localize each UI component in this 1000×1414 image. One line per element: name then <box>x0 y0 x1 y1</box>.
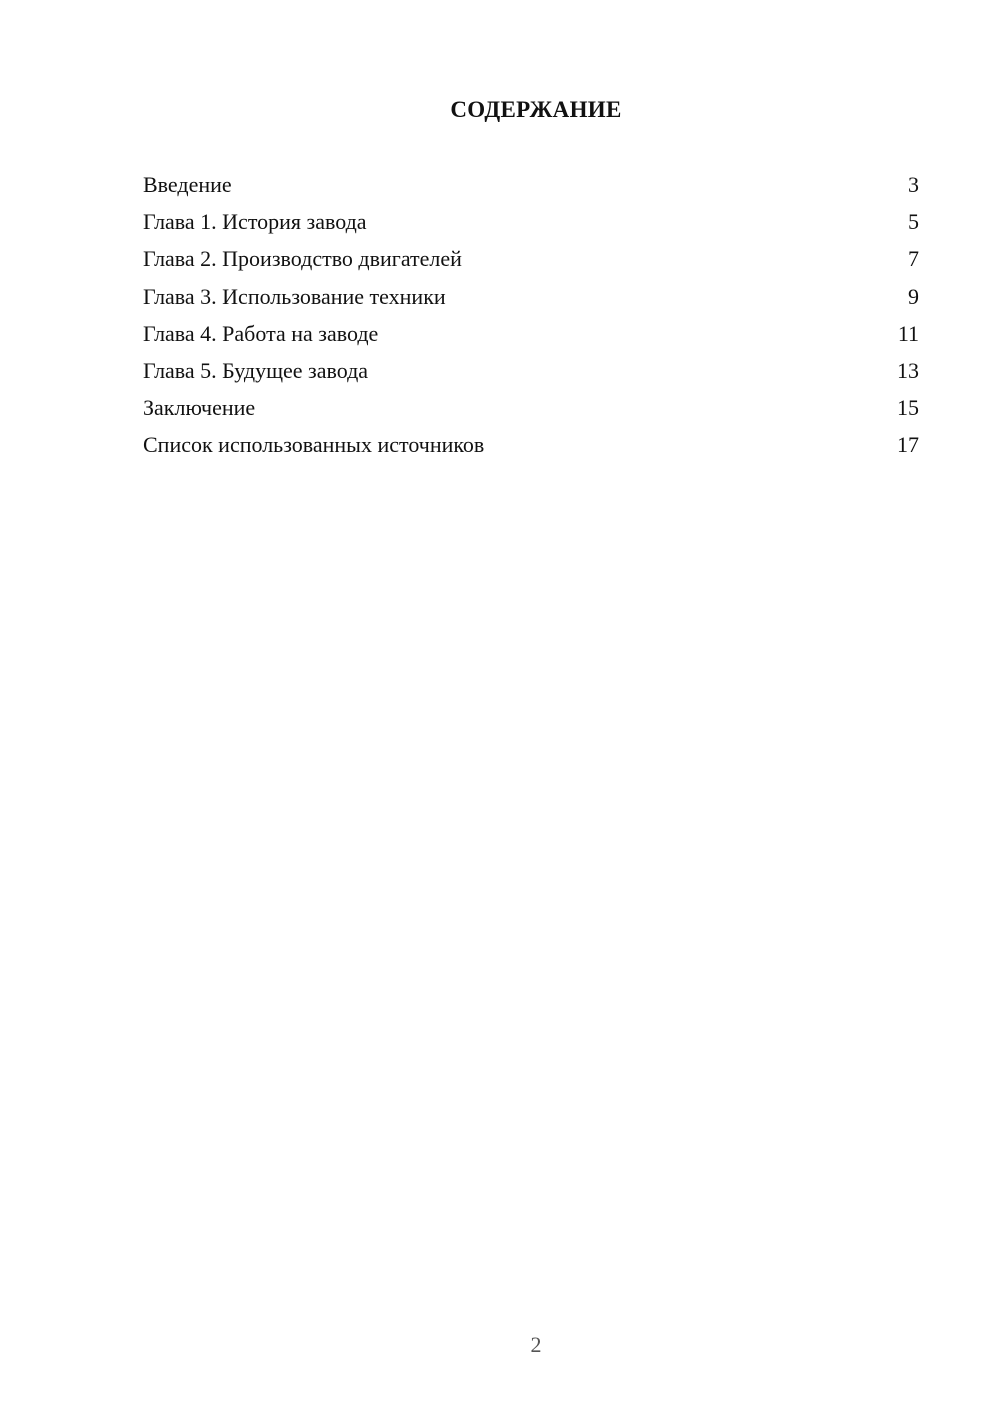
toc-entry-page: 7 <box>908 246 919 272</box>
toc-entry-page: 17 <box>897 432 919 458</box>
toc-entry-introduction <box>143 166 919 203</box>
toc-entry-page: 15 <box>897 395 919 421</box>
toc-entry-chapter-4 <box>143 315 919 352</box>
toc-entry-chapter-5 <box>143 352 919 389</box>
toc-entry-label: Глава 2. Производство двигателей <box>143 246 462 272</box>
page-title: СОДЕРЖАНИЕ <box>450 97 622 122</box>
toc-entry-page: 9 <box>908 283 919 309</box>
toc-entry-page: 3 <box>908 172 919 197</box>
toc-entry-chapter-2 <box>143 240 919 277</box>
toc-entry-label: Введение <box>143 172 232 197</box>
table-of-contents <box>143 166 919 464</box>
toc-entry-label: Глава 1. История завода <box>143 209 367 235</box>
toc-entry-page: 11 <box>897 320 919 346</box>
toc-entry-label: Глава 4. Работа на заводе <box>143 320 379 346</box>
page-number: 2 <box>530 1332 542 1357</box>
toc-entry-label: Заключение <box>143 395 256 421</box>
toc-entry-label: Глава 3. Использование техники <box>143 283 446 309</box>
toc-entry-references <box>143 426 919 463</box>
toc-entry-page: 13 <box>897 357 919 383</box>
toc-entry-conclusion <box>143 389 919 426</box>
toc-entry-chapter-3 <box>143 278 919 315</box>
toc-entry-page: 5 <box>908 209 919 235</box>
toc-entry-label: Список использованных источников <box>143 432 485 458</box>
toc-entry-chapter-1 <box>143 203 919 240</box>
toc-entry-label: Глава 5. Будущее завода <box>143 357 369 383</box>
